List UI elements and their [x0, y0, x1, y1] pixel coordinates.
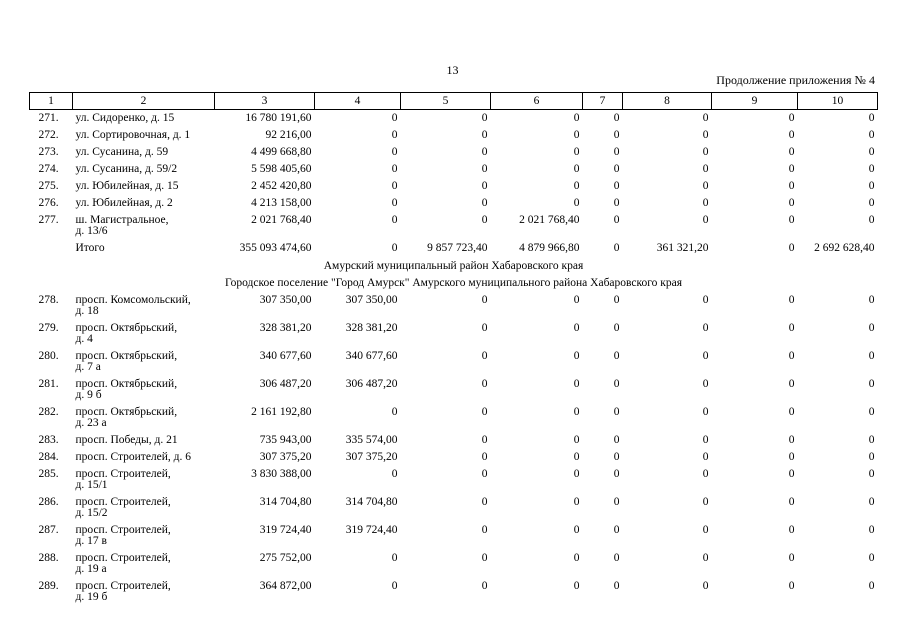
row-number: 280. [38, 349, 59, 362]
row-number: 288. [38, 551, 59, 564]
value-cell: 0 [573, 112, 580, 124]
value-cell: 0 [868, 145, 875, 158]
value-cell: 364 872,00 [259, 579, 312, 592]
value-cell: 0 [613, 405, 620, 418]
value-cell: 2 021 768,40 [519, 213, 580, 226]
value-cell: 0 [573, 321, 580, 334]
value-cell: 0 [788, 196, 795, 209]
value-cell: 306 487,20 [345, 377, 398, 390]
value-cell: 0 [702, 551, 709, 564]
row-number: 281. [38, 377, 59, 390]
settlement-heading: Городское поселение "Город Амурск" Амурского муниципального района Хабаровского края [224, 276, 683, 289]
value-cell: 2 452 420,80 [251, 179, 312, 192]
value-cell: 0 [573, 495, 580, 508]
value-cell: 0 [788, 128, 795, 141]
value-cell: 0 [391, 579, 398, 592]
value-cell: 0 [868, 405, 875, 418]
value-cell: 0 [868, 128, 875, 141]
value-cell: 0 [868, 450, 875, 463]
value-cell: 0 [391, 145, 398, 158]
value-cell: 0 [788, 349, 795, 362]
header-cell: 2 [73, 93, 215, 110]
value-cell: 0 [868, 321, 875, 334]
value-cell: 0 [868, 495, 875, 508]
row-number: 275. [38, 179, 59, 192]
value-cell: 0 [702, 405, 709, 418]
value-cell: 0 [481, 349, 488, 362]
value-cell: 0 [573, 196, 580, 209]
table-row [30, 144, 878, 161]
value-cell: 0 [868, 579, 875, 592]
value-cell: 307 350,00 [345, 293, 398, 306]
total-cell: 361 321,20 [656, 241, 709, 254]
region-heading: Амурский муниципальный район Хабаровского края [323, 259, 584, 272]
value-cell: 0 [573, 450, 580, 463]
value-cell: 0 [868, 551, 875, 564]
table-row [30, 212, 878, 240]
value-cell: 335 574,00 [345, 433, 398, 446]
column-number-header [30, 93, 878, 110]
table-row [30, 432, 878, 449]
header-cell: 5 [401, 93, 491, 110]
value-cell: 0 [481, 433, 488, 446]
value-cell: 0 [702, 349, 709, 362]
value-cell: 0 [868, 179, 875, 192]
value-cell: 0 [788, 179, 795, 192]
value-cell: 340 677,60 [345, 349, 398, 362]
value-cell: 0 [573, 467, 580, 480]
value-cell: 0 [573, 162, 580, 175]
value-cell: 0 [613, 467, 620, 480]
value-cell: 0 [788, 293, 795, 306]
value-cell: 0 [788, 579, 795, 592]
total-row [30, 240, 878, 258]
table-row [30, 466, 878, 494]
value-cell: 0 [481, 196, 488, 209]
page-number: 13 [446, 63, 459, 77]
value-cell: 0 [788, 213, 795, 226]
value-cell: 0 [481, 162, 488, 175]
value-cell: 2 161 192,80 [251, 405, 312, 418]
value-cell: 0 [788, 112, 795, 124]
value-cell: 0 [702, 321, 709, 334]
value-cell: 0 [613, 523, 620, 536]
row-number: 289. [38, 579, 59, 592]
value-cell: 0 [702, 495, 709, 508]
total-cell: 4 879 966,80 [519, 241, 580, 254]
value-cell: 0 [702, 128, 709, 141]
value-cell: 0 [481, 405, 488, 418]
value-cell: 0 [613, 433, 620, 446]
value-cell: 0 [573, 179, 580, 192]
header-cell: 9 [712, 93, 798, 110]
value-cell: 0 [702, 145, 709, 158]
value-cell: 16 780 191,60 [245, 112, 312, 124]
value-cell: 0 [788, 523, 795, 536]
value-cell: 2 021 768,40 [251, 213, 312, 226]
table-row [30, 110, 878, 127]
value-cell: 0 [613, 377, 620, 390]
value-cell: 0 [788, 321, 795, 334]
value-cell: 0 [613, 551, 620, 564]
settlement-heading-row [30, 275, 878, 292]
value-cell: 0 [573, 433, 580, 446]
value-cell: 0 [573, 551, 580, 564]
value-cell: 328 381,20 [345, 321, 398, 334]
value-cell: 4 213 158,00 [251, 196, 312, 209]
row-number: 285. [38, 467, 59, 480]
value-cell: 0 [573, 293, 580, 306]
row-number: 277. [38, 213, 59, 226]
value-cell: 4 499 668,80 [251, 145, 312, 158]
address-cell: просп. Октябрьский, д. 9 б [75, 377, 178, 401]
value-cell: 0 [573, 523, 580, 536]
address-cell: ул. Сусанина, д. 59/2 [75, 162, 178, 175]
table-row [30, 404, 878, 432]
total-section [30, 240, 878, 292]
value-cell: 0 [788, 551, 795, 564]
table-row [30, 522, 878, 550]
value-cell: 0 [702, 162, 709, 175]
address-cell: просп. Строителей, д. 19 б [75, 579, 171, 603]
total-cell: 0 [788, 241, 795, 254]
value-cell: 0 [613, 349, 620, 362]
value-cell: 0 [573, 128, 580, 141]
value-cell: 0 [702, 450, 709, 463]
value-cell: 0 [613, 128, 620, 141]
value-cell: 319 724,40 [259, 523, 312, 536]
row-number: 276. [38, 196, 59, 209]
value-cell: 306 487,20 [259, 377, 312, 390]
value-cell: 0 [573, 405, 580, 418]
value-cell: 0 [868, 467, 875, 480]
value-cell: 0 [481, 495, 488, 508]
address-cell: ул. Сусанина, д. 59 [75, 145, 169, 158]
value-cell: 0 [481, 321, 488, 334]
value-cell: 307 375,20 [345, 450, 398, 463]
value-cell: 92 216,00 [265, 128, 312, 141]
address-cell: просп. Строителей, д. 15/2 [75, 495, 171, 519]
value-cell: 0 [481, 467, 488, 480]
value-cell: 0 [702, 579, 709, 592]
row-number: 284. [38, 450, 59, 463]
total-cell: 0 [613, 241, 620, 254]
value-cell: 0 [868, 293, 875, 306]
value-cell: 0 [573, 349, 580, 362]
value-cell: 0 [702, 467, 709, 480]
value-cell: 0 [613, 293, 620, 306]
value-cell: 0 [613, 579, 620, 592]
address-cell: ш. Магистральное, д. 13/6 [75, 213, 169, 237]
value-cell: 0 [391, 128, 398, 141]
table-row [30, 292, 878, 320]
value-cell: 340 677,60 [259, 349, 312, 362]
value-cell: 0 [391, 467, 398, 480]
address-cell: просп. Комсомольский, д. 18 [75, 293, 191, 317]
total-empty-cell [30, 240, 73, 258]
value-cell: 0 [702, 196, 709, 209]
value-cell: 0 [613, 495, 620, 508]
value-cell: 0 [868, 196, 875, 209]
total-cell: 0 [391, 241, 398, 254]
table-row [30, 161, 878, 178]
value-cell: 0 [613, 321, 620, 334]
appendix-continuation-label: Продолжение приложения № 4 [716, 73, 875, 87]
value-cell: 0 [788, 162, 795, 175]
header-cell: 4 [315, 93, 401, 110]
value-cell: 0 [613, 162, 620, 175]
row-number: 274. [38, 162, 59, 175]
value-cell: 307 350,00 [259, 293, 312, 306]
table-row [30, 550, 878, 578]
value-cell: 0 [481, 179, 488, 192]
value-cell: 0 [481, 523, 488, 536]
value-cell: 0 [868, 349, 875, 362]
value-cell: 0 [391, 196, 398, 209]
value-cell: 0 [391, 162, 398, 175]
value-cell: 0 [391, 112, 398, 124]
address-cell: просп. Строителей, д. 17 в [75, 523, 171, 547]
row-number: 278. [38, 293, 59, 306]
table-row [30, 376, 878, 404]
value-cell: 0 [613, 179, 620, 192]
value-cell: 0 [868, 162, 875, 175]
value-cell: 0 [481, 112, 488, 124]
value-cell: 3 830 388,00 [251, 467, 312, 480]
value-cell: 314 704,80 [259, 495, 312, 508]
region-heading-row [30, 258, 878, 275]
table-row [30, 320, 878, 348]
value-cell: 0 [481, 128, 488, 141]
table-row [30, 195, 878, 212]
value-cell: 0 [702, 523, 709, 536]
value-cell: 0 [868, 377, 875, 390]
row-number: 279. [38, 321, 59, 334]
value-cell: 275 752,00 [259, 551, 312, 564]
value-cell: 0 [868, 523, 875, 536]
value-cell: 0 [391, 405, 398, 418]
total-label: Итого [75, 241, 105, 254]
value-cell: 0 [391, 179, 398, 192]
value-cell: 0 [481, 293, 488, 306]
address-cell: просп. Строителей, д. 15/1 [75, 467, 171, 491]
table-row [30, 178, 878, 195]
row-number: 287. [38, 523, 59, 536]
value-cell: 0 [613, 112, 620, 124]
value-cell: 314 704,80 [345, 495, 398, 508]
row-number: 286. [38, 495, 59, 508]
value-cell: 0 [788, 145, 795, 158]
address-cell: просп. Октябрьский, д. 7 а [75, 349, 178, 373]
value-cell: 0 [702, 293, 709, 306]
value-cell: 0 [573, 579, 580, 592]
value-cell: 0 [613, 196, 620, 209]
value-cell: 0 [481, 579, 488, 592]
value-cell: 0 [391, 551, 398, 564]
table-row [30, 494, 878, 522]
value-cell: 0 [702, 179, 709, 192]
value-cell: 0 [481, 377, 488, 390]
value-cell: 0 [788, 377, 795, 390]
value-cell: 319 724,40 [345, 523, 398, 536]
header-cell: 8 [623, 93, 712, 110]
value-cell: 0 [788, 495, 795, 508]
header-cell: 1 [30, 93, 73, 110]
row-number: 271. [38, 112, 59, 124]
address-cell: просп. Победы, д. 21 [75, 433, 178, 446]
buildings-table [29, 92, 878, 606]
value-cell: 0 [613, 145, 620, 158]
value-cell: 0 [573, 377, 580, 390]
value-cell: 0 [481, 450, 488, 463]
header-cell: 10 [798, 93, 878, 110]
value-cell: 0 [702, 213, 709, 226]
value-cell: 0 [702, 377, 709, 390]
total-cell: 355 093 474,60 [239, 241, 312, 254]
table-body-part-1 [30, 110, 878, 240]
address-cell: ул. Юбилейная, д. 2 [75, 196, 173, 209]
value-cell: 0 [613, 450, 620, 463]
value-cell: 5 598 405,60 [251, 162, 312, 175]
value-cell: 0 [391, 213, 398, 226]
value-cell: 0 [481, 551, 488, 564]
table-body-part-2 [30, 292, 878, 606]
row-number: 273. [38, 145, 59, 158]
header-cell: 7 [583, 93, 623, 110]
row-number: 283. [38, 433, 59, 446]
table-row [30, 578, 878, 606]
value-cell: 735 943,00 [259, 433, 312, 446]
value-cell: 0 [702, 112, 709, 124]
address-cell: просп. Октябрьский, д. 4 [75, 321, 178, 345]
value-cell: 0 [868, 213, 875, 226]
value-cell: 0 [868, 112, 875, 124]
address-cell: ул. Юбилейная, д. 15 [75, 179, 179, 192]
value-cell: 0 [868, 433, 875, 446]
address-cell: ул. Сортировочная, д. 1 [75, 128, 191, 141]
total-cell: 9 857 723,40 [427, 241, 488, 254]
table-row [30, 449, 878, 466]
value-cell: 328 381,20 [259, 321, 312, 334]
table-row [30, 127, 878, 144]
value-cell: 0 [613, 213, 620, 226]
value-cell: 0 [788, 467, 795, 480]
address-cell: просп. Строителей, д. 6 [75, 450, 192, 463]
value-cell: 307 375,20 [259, 450, 312, 463]
row-number: 282. [38, 405, 59, 418]
value-cell: 0 [788, 450, 795, 463]
header-cell: 6 [491, 93, 583, 110]
value-cell: 0 [788, 433, 795, 446]
value-cell: 0 [702, 433, 709, 446]
value-cell: 0 [481, 145, 488, 158]
address-cell: ул. Сидоренко, д. 15 [75, 112, 175, 124]
total-cell: 2 692 628,40 [814, 241, 875, 254]
value-cell: 0 [481, 213, 488, 226]
value-cell: 0 [788, 405, 795, 418]
address-cell: просп. Октябрьский, д. 23 а [75, 405, 178, 429]
header-cell: 3 [215, 93, 315, 110]
row-number: 272. [38, 128, 59, 141]
table-row [30, 348, 878, 376]
value-cell: 0 [573, 145, 580, 158]
address-cell: просп. Строителей, д. 19 а [75, 551, 171, 575]
